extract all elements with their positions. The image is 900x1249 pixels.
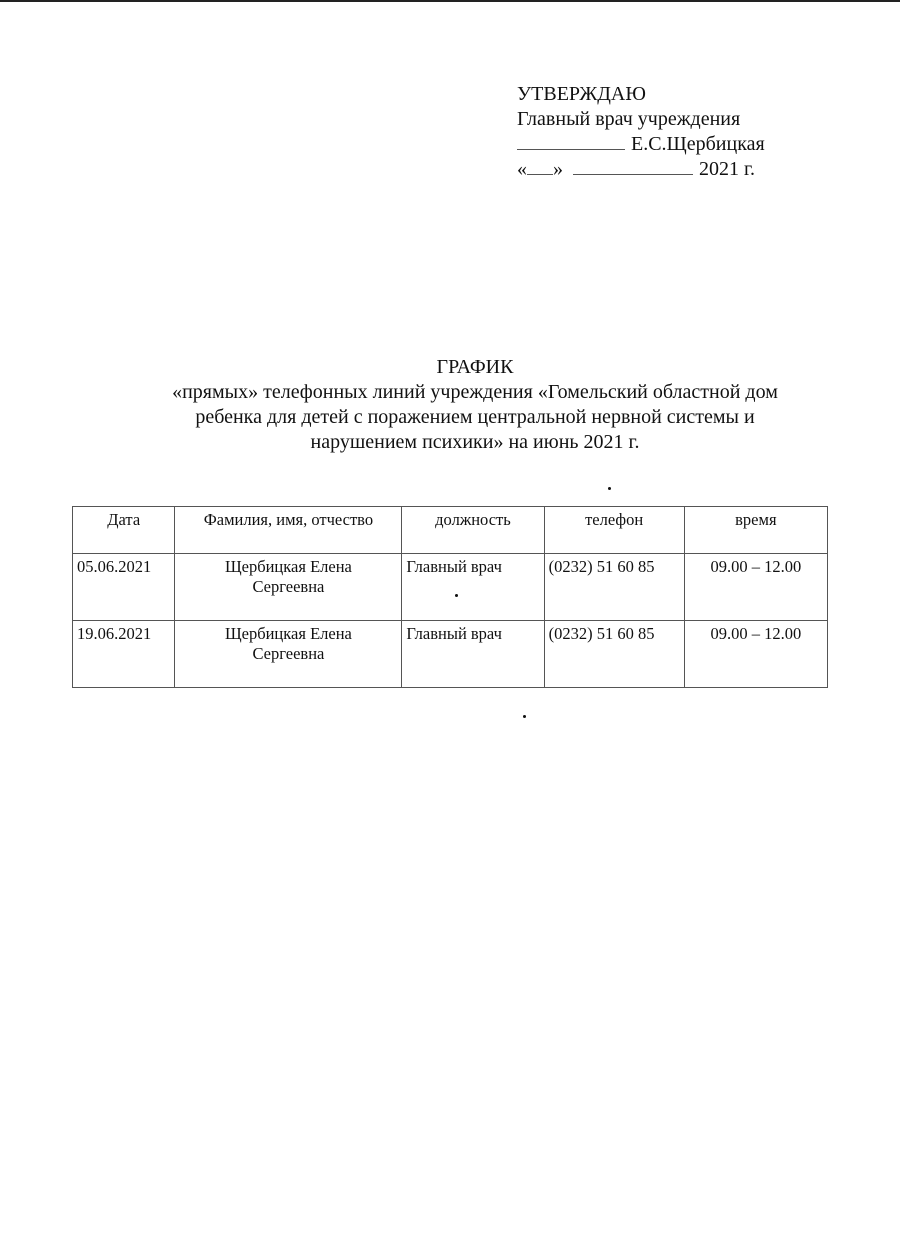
table-row — [73, 554, 828, 621]
approval-signature-line — [517, 132, 765, 157]
cell-position: Главный врач — [402, 554, 544, 621]
header-phone: телефон — [544, 507, 684, 554]
header-position: должность — [402, 507, 544, 554]
document-heading: ГРАФИК — [436, 356, 514, 378]
approval-year: 2021 г. — [699, 158, 755, 180]
document-title-block — [100, 355, 850, 455]
cell-name-line-2: Сергеевна — [252, 644, 325, 663]
scan-speck — [523, 715, 526, 718]
cell-full-name — [175, 621, 402, 688]
table-row — [73, 621, 828, 688]
approval-block — [517, 82, 765, 182]
signature-blank — [517, 149, 625, 150]
cell-date: 05.06.2021 — [73, 554, 175, 621]
cell-name-line-2: Сергеевна — [252, 577, 325, 596]
cell-position: Главный врач — [402, 621, 544, 688]
cell-name-line-1: Щербицкая Елена — [224, 624, 352, 643]
document-subtitle-line-1: «прямых» телефонных линий учреждения «Гомельский областной дом — [172, 381, 778, 403]
cell-phone: (0232) 51 60 85 — [544, 621, 684, 688]
cell-date: 19.06.2021 — [73, 621, 175, 688]
day-blank — [527, 174, 553, 175]
approval-heading: УТВЕРЖДАЮ — [517, 83, 646, 105]
approval-signatory: Е.С.Щербицкая — [631, 133, 765, 155]
approval-date-line — [517, 157, 765, 182]
scan-speck — [608, 487, 611, 490]
header-date: Дата — [73, 507, 175, 554]
approval-position: Главный врач учреждения — [517, 108, 741, 130]
document-subtitle-line-3: нарушением психики» на июнь 2021 г. — [310, 431, 640, 453]
cell-time: 09.00 – 12.00 — [684, 554, 827, 621]
date-quote-open: « — [517, 158, 527, 180]
document-subtitle-line-2: ребенка для детей с поражением центральной нервной системы и — [195, 406, 755, 428]
cell-phone: (0232) 51 60 85 — [544, 554, 684, 621]
table-header-row — [73, 507, 828, 554]
month-blank — [573, 174, 693, 175]
cell-name-line-1: Щербицкая Елена — [224, 557, 352, 576]
scan-speck — [455, 594, 458, 597]
header-time: время — [684, 507, 827, 554]
scan-top-edge — [0, 0, 900, 2]
date-quote-close: » — [553, 158, 563, 180]
cell-time: 09.00 – 12.00 — [684, 621, 827, 688]
header-full-name: Фамилия, имя, отчество — [175, 507, 402, 554]
cell-full-name — [175, 554, 402, 621]
schedule-table — [72, 506, 828, 688]
